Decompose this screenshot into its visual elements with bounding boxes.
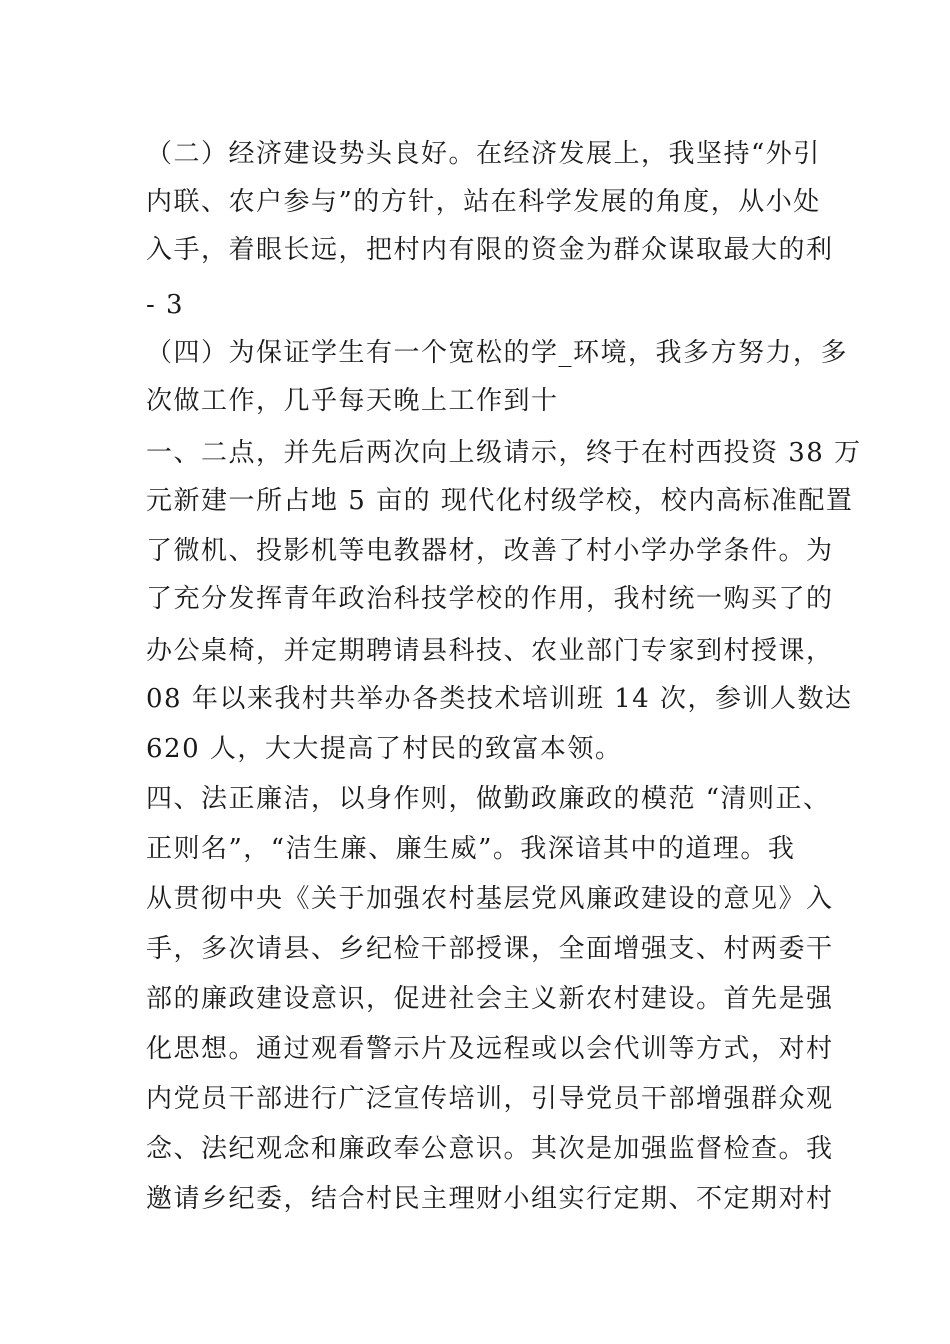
text-line: 四、法正廉洁，以身作则，做勤政廉政的模范 “清则正、 — [146, 784, 831, 814]
text-line: 内党员干部进行广泛宣传培训，引导党员干部增强群众观 — [146, 1084, 834, 1114]
page-number: - 3 — [146, 290, 185, 320]
text-line: 部的廉政建设意识，促进社会主义新农村建设。首先是强 — [146, 984, 834, 1014]
text-line: （二）经济建设势头良好。在经济发展上，我坚持“外引 — [146, 139, 821, 169]
text-line: 化思想。通过观看警示片及远程或以会代训等方式，对村 — [146, 1034, 834, 1064]
text-line: 入手，着眼长远，把村内有限的资金为群众谋取最大的利 — [146, 235, 834, 265]
text-line: 了微机、投影机等电教器材，改善了村小学办学条件。为 — [146, 536, 834, 566]
text-line: 08 年以来我村共举办各类技术培训班 14 次，参训人数达 — [146, 684, 853, 714]
text-line: 正则名”，“洁生廉、廉生威”。我深谙其中的道理。我 — [146, 834, 796, 864]
text-line: 手，多次请县、乡纪检干部授课，全面增强支、村两委干 — [146, 934, 834, 964]
text-line: 念、法纪观念和廉政奉公意识。其次是加强监督检查。我 — [146, 1134, 834, 1164]
text-line: 了充分发挥青年政治科技学校的作用，我村统一购买了的 — [146, 584, 834, 614]
text-line: 次做工作，几乎每天晚上工作到十 — [146, 386, 559, 416]
text-line: 内联、农户参与”的方针，站在科学发展的角度，从小处 — [146, 187, 821, 217]
text-line: 办公桌椅，并定期聘请县科技、农业部门专家到村授课， — [146, 636, 834, 666]
text-line: 一、二点，并先后两次向上级请示，终于在村西投资 38 万 — [146, 438, 862, 468]
text-line: （四）为保证学生有一个宽松的学_环境，我多方努力，多 — [146, 338, 849, 368]
text-line: 从贯彻中央《关于加强农村基层党风廉政建设的意见》入 — [146, 884, 834, 914]
text-line: 邀请乡纪委，结合村民主理财小组实行定期、不定期对村 — [146, 1184, 834, 1214]
text-line: 元新建一所占地 5 亩的 现代化村级学校，校内高标准配置 — [146, 486, 854, 516]
text-line: 620 人，大大提高了村民的致富本领。 — [146, 734, 623, 764]
